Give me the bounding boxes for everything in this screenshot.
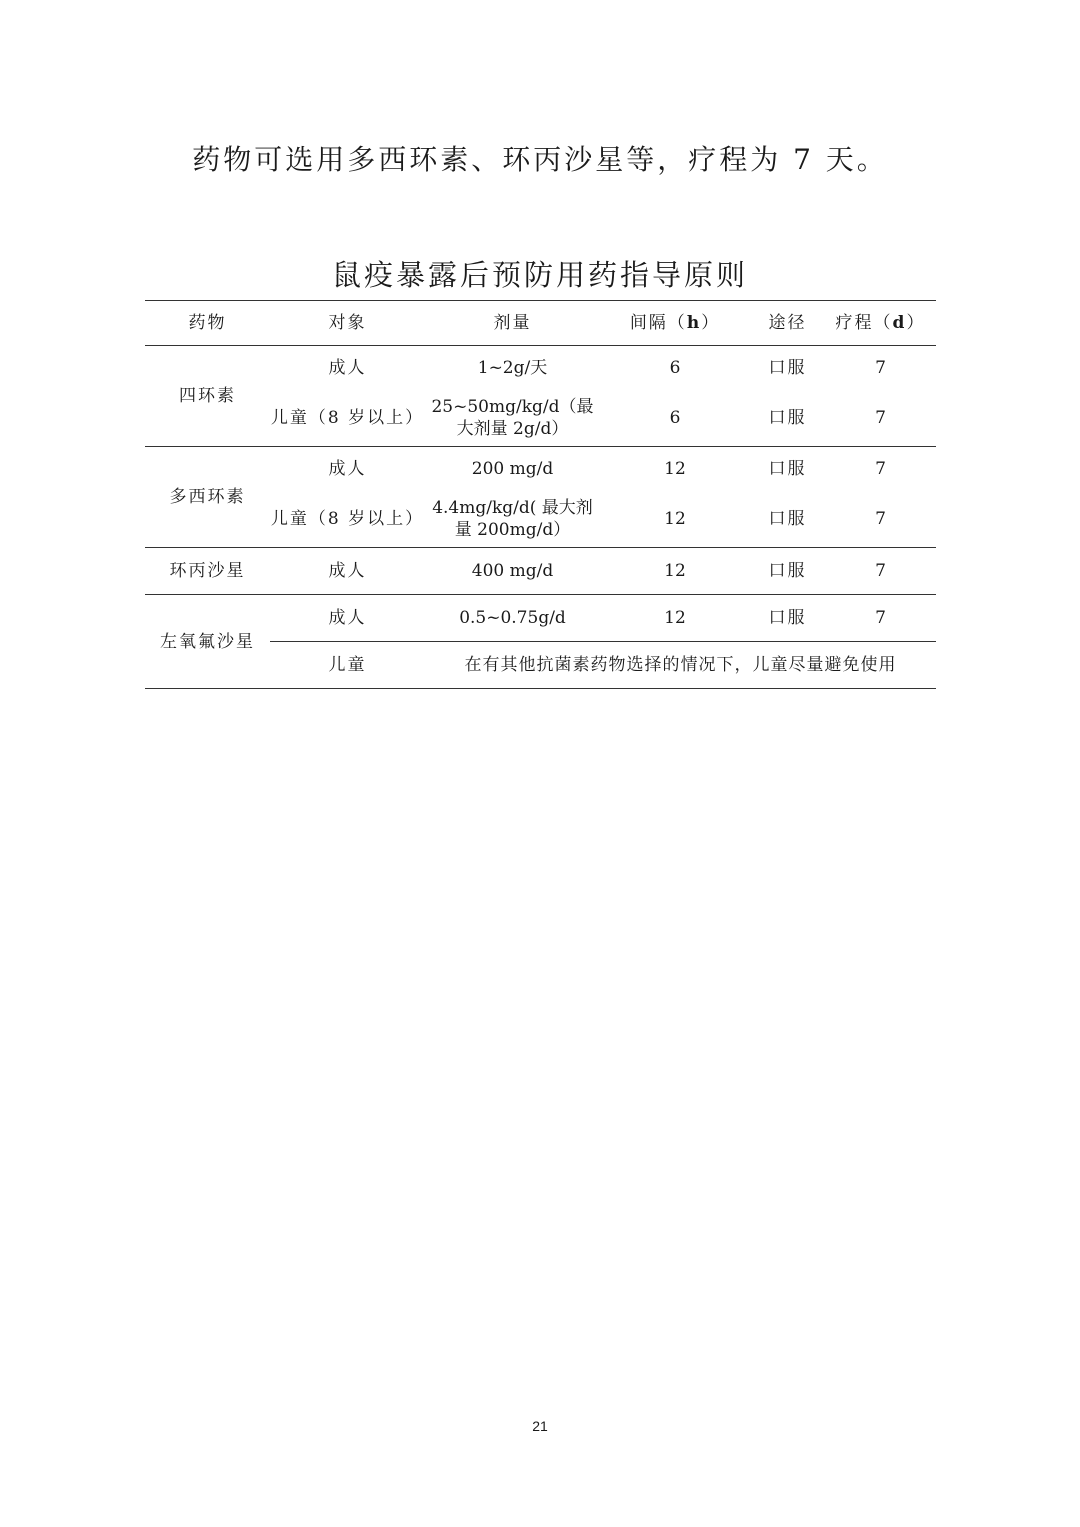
dose-line: 25~50mg/kg/d（最	[431, 397, 594, 417]
interval-cell: 6	[600, 390, 750, 447]
dose-cell: 200 mg/d	[471, 459, 554, 479]
table-header-row	[145, 301, 936, 346]
header-course-close: ）	[906, 313, 926, 333]
header-course-label: 疗程（	[835, 313, 893, 333]
dose-line: 大剂量 2g/d）	[456, 419, 569, 439]
header-interval	[600, 301, 750, 346]
table-row	[145, 447, 936, 492]
header-interval-label: 间隔（	[629, 313, 687, 333]
route-cell: 口服	[750, 595, 825, 642]
interval-cell: 12	[600, 548, 750, 595]
table-row	[145, 595, 936, 642]
drug-cell: 左氧氟沙星	[145, 595, 270, 689]
drug-cell: 四环素	[145, 346, 270, 447]
prophylaxis-table	[145, 300, 936, 689]
dose-cell: 1~2g/天	[477, 358, 548, 378]
target-cell: 成人	[328, 358, 367, 378]
dose-cell	[425, 491, 600, 548]
target-cell: 儿童	[270, 642, 425, 689]
header-course	[825, 301, 936, 346]
route-cell: 口服	[768, 459, 807, 479]
header-target: 对象	[270, 301, 425, 346]
header-route: 途径	[750, 301, 825, 346]
header-interval-unit: h	[686, 313, 702, 333]
target-cell: 成人	[270, 595, 425, 642]
interval-cell: 12	[600, 491, 750, 548]
dose-cell: 0.5~0.75g/d	[425, 595, 600, 642]
table-title: 鼠疫暴露后预防用药指导原则	[331, 258, 748, 292]
course-cell: 7	[825, 595, 936, 642]
target-cell: 儿童（8 岁以上）	[270, 390, 425, 447]
route-cell: 口服	[750, 491, 825, 548]
target-cell: 儿童（8 岁以上）	[270, 491, 425, 548]
dose-line: 量 200mg/d）	[454, 520, 571, 540]
course-cell: 7	[825, 491, 936, 548]
drug-cell: 环丙沙星	[145, 548, 270, 595]
interval-cell: 12	[600, 595, 750, 642]
route-cell: 口服	[750, 548, 825, 595]
target-cell: 成人	[270, 548, 425, 595]
interval-cell: 12	[664, 459, 686, 479]
page-number: 21	[532, 1418, 548, 1434]
course-cell: 7	[875, 358, 886, 378]
target-cell: 成人	[328, 459, 367, 479]
course-cell: 7	[825, 548, 936, 595]
header-interval-close: ）	[701, 313, 721, 333]
drug-cell: 多西环素	[145, 447, 270, 548]
usage-note: 在有其他抗菌素药物选择的情况下，儿童尽量避免使用	[425, 642, 936, 689]
header-dose: 剂量	[425, 301, 600, 346]
route-cell: 口服	[750, 390, 825, 447]
table-row	[145, 346, 936, 391]
intro-paragraph: 药物可选用多西环素、环丙沙星等，疗程为 7 天。	[192, 143, 888, 176]
dose-cell: 400 mg/d	[425, 548, 600, 595]
course-cell: 7	[875, 459, 886, 479]
header-drug: 药物	[145, 301, 270, 346]
course-cell: 7	[825, 390, 936, 447]
dose-line: 4.4mg/kg/d( 最大剂	[432, 498, 593, 518]
interval-cell: 6	[669, 358, 681, 378]
route-cell: 口服	[768, 358, 807, 378]
dose-cell	[425, 390, 600, 447]
table-row	[145, 548, 936, 595]
header-course-unit: d	[892, 313, 907, 333]
